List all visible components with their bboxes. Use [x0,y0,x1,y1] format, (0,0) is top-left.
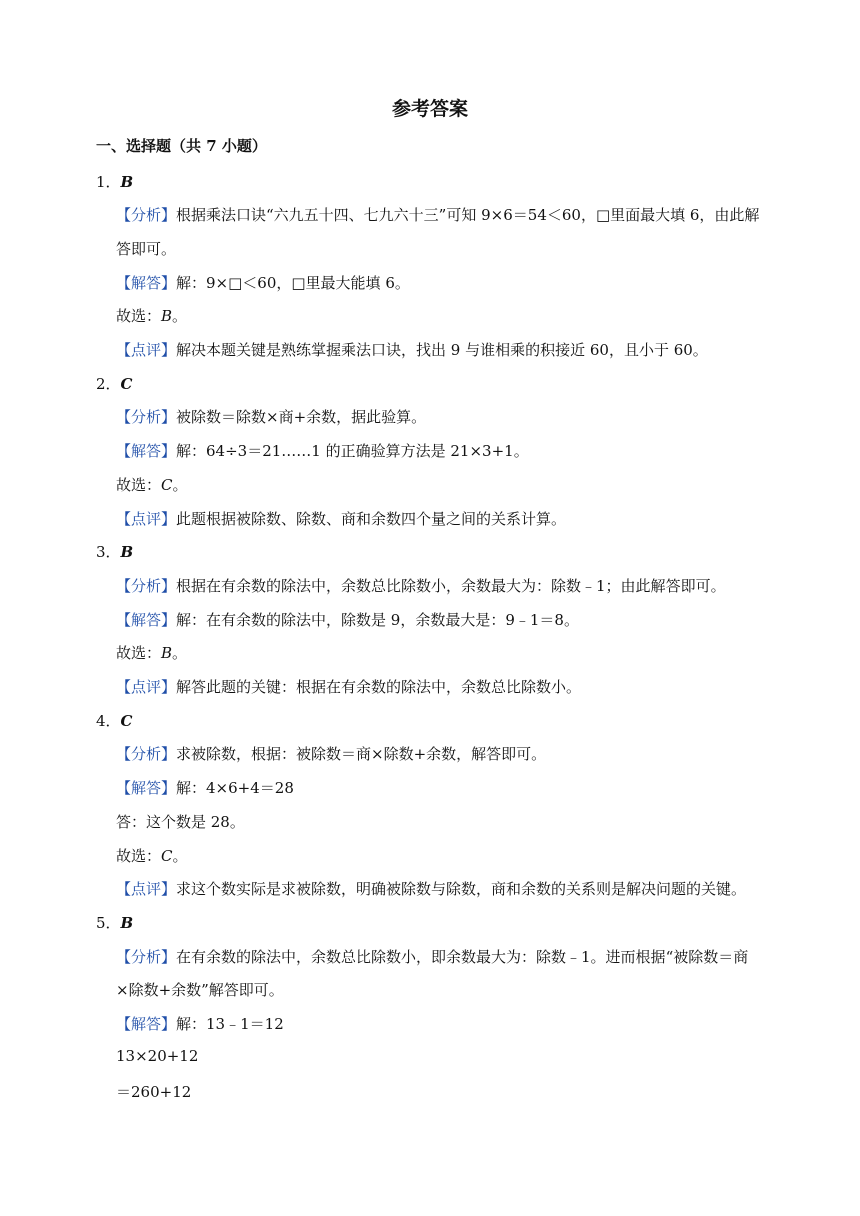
choice-line: 故选：C。 [116,847,188,865]
question-answer: C [120,375,133,393]
comment-tag: 【点评】 [116,510,177,528]
analysis-tag: 【分析】 [116,408,177,426]
solution-line: 【解答】解：9×□＜60，□里最大能填 6。 [116,274,410,292]
comment-line: 【点评】求这个数实际是求被除数，明确被除数与除数，商和余数的关系则是解决问题的关键。 [116,880,747,898]
analysis-tag: 【分析】 [116,206,177,224]
question-number: 1．B [96,173,134,191]
choice-line: 故选：B。 [116,307,188,325]
equation-line: 13×20+12 [116,1047,199,1065]
page-title: 参考答案 [391,98,468,120]
equation-line: ＝260+12 [116,1083,192,1101]
solution-tag: 【解答】 [116,611,177,629]
question-number: 5．B [96,914,134,932]
analysis-line-continued: ×除数+余数”解答即可。 [116,981,284,999]
analysis-tag: 【分析】 [116,948,177,966]
question-number: 4．C [96,712,133,730]
question-number: 3．B [96,543,134,561]
solution-line: 【解答】解：在有余数的除法中，除数是 9，余数最大是：9﹣1＝8。 [116,611,579,629]
comment-line: 【点评】解答此题的关键：根据在有余数的除法中，余数总比除数小。 [116,678,582,696]
comment-line: 【点评】解决本题关键是熟练掌握乘法口诀，找出 9 与谁相乘的积接近 60，且小于 60。 [116,341,708,359]
analysis-line: 【分析】在有余数的除法中，余数总比除数小，即余数最大为：除数﹣1。进而根据“被除数＝商 [116,948,749,966]
analysis-line: 【分析】根据在有余数的除法中，余数总比除数小，余数最大为：除数﹣1；由此解答即可。 [116,577,726,595]
analysis-line: 【分析】求被除数，根据：被除数＝商×除数+余数，解答即可。 [116,745,547,763]
answer-line: 答：这个数是 28。 [116,813,245,831]
section-heading: 一、选择题（共 7 小题） [96,137,267,155]
comment-tag: 【点评】 [116,341,177,359]
question-answer: B [120,173,134,191]
solution-tag: 【解答】 [116,274,177,292]
question-answer: B [120,543,134,561]
question-number: 2．C [96,375,133,393]
solution-tag: 【解答】 [116,779,177,797]
solution-line: 【解答】解：13﹣1＝12 [116,1015,284,1033]
comment-line: 【点评】此题根据被除数、除数、商和余数四个量之间的关系计算。 [116,510,567,528]
comment-tag: 【点评】 [116,880,177,898]
choice-line: 故选：C。 [116,476,188,494]
analysis-line-continued: 答即可。 [116,240,177,258]
choice-line: 故选：B。 [116,644,188,662]
question-answer: C [120,712,133,730]
solution-tag: 【解答】 [116,442,177,460]
analysis-tag: 【分析】 [116,745,177,763]
solution-line: 【解答】解：4×6+4＝28 [116,779,294,797]
comment-tag: 【点评】 [116,678,177,696]
analysis-line: 【分析】根据乘法口诀“六九五十四、七九六十三”可知 9×6＝54＜60，□里面最大填 6，由此解 [116,206,760,224]
solution-tag: 【解答】 [116,1015,177,1033]
solution-line: 【解答】解：64÷3＝21……1 的正确验算方法是 21×3+1。 [116,442,529,460]
analysis-tag: 【分析】 [116,577,177,595]
question-answer: B [120,914,134,932]
analysis-line: 【分析】被除数＝除数×商+余数，据此验算。 [116,408,427,426]
